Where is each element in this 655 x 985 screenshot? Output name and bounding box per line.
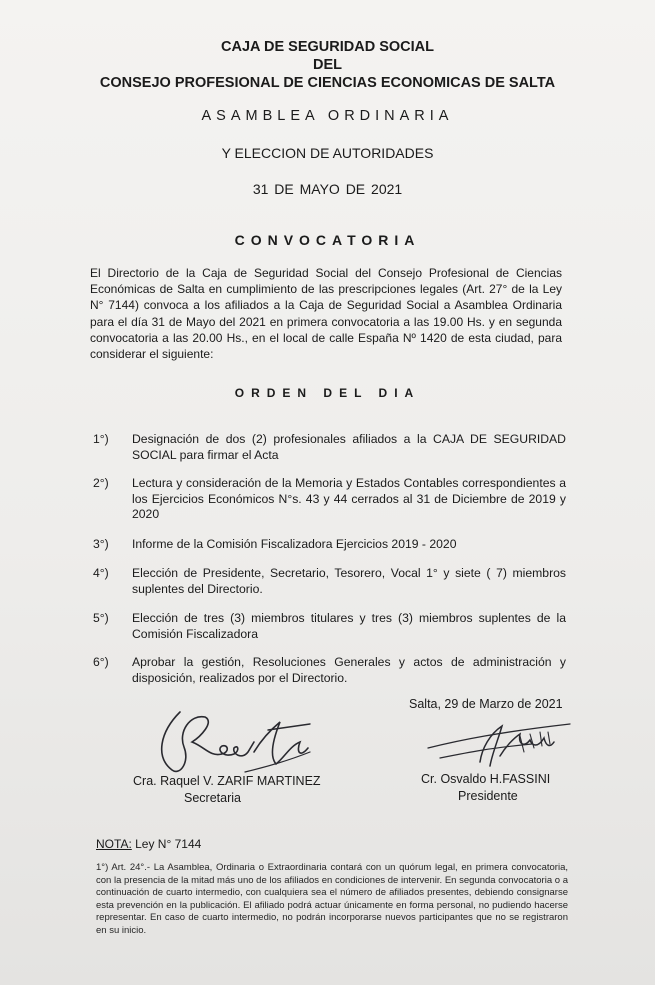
agenda-item-number: 3°) [93, 537, 109, 551]
place-date: Salta, 29 de Marzo de 2021 [409, 697, 563, 711]
secretary-signature [150, 702, 320, 782]
secretary-name: Cra. Raquel V. ZARIF MARTINEZ [133, 774, 321, 788]
agenda-item-text: Elección de Presidente, Secretario, Tesorero, Vocal 1° y siete ( 7) miembros suplentes del Directorio. [132, 566, 566, 596]
assembly-title: ASAMBLEA ORDINARIA [201, 108, 454, 124]
agenda-item-number: 2°) [93, 476, 109, 490]
header-line-3: CONSEJO PROFESIONAL DE CIENCIAS ECONOMICAS DE SALTA [99, 75, 556, 91]
note-article-text: 1°) Art. 24°.- La Asamblea, Ordinaria o Extraordinaria contará con un quórum legal, en primera convocatoria, con la presencia de la mitad más uno de los afiliados en condiciones de intervenir. En segunda convocatoria o a continuación de cuarto intermedio, con cualquiera sea el número de afiliados presentes, debiendo consignarse esta prevención en la publicación. El afiliado podrá actuar únicamente en forma personal, no pudiendo hacerse representar. En caso de cuarto intermedio, no podrán incorporarse nuevos participantes que no se registraron en su inicio. [96, 862, 568, 936]
election-title: Y ELECCION DE AUTORIDADES [221, 145, 434, 161]
nota-label: NOTA: [96, 837, 132, 851]
agenda-item-text: Lectura y consideración de la Memoria y Estados Contables correspondientes a los Ejercicios Económicos N°s. 43 y 44 cerrados al 31 de Diciembre de 2019 y 2020 [132, 476, 566, 521]
agenda-item-number: 1°) [93, 432, 109, 446]
agenda-item-number: 6°) [93, 655, 109, 669]
president-role: Presidente [458, 789, 518, 803]
president-signature [420, 718, 580, 778]
nota-heading [96, 837, 201, 851]
agenda-item-number: 4°) [93, 566, 109, 580]
header-line-2: DEL [313, 57, 342, 73]
agenda-item-text: Aprobar la gestión, Resoluciones Generales y actos de administración y disposición, realizados por el Directorio. [132, 655, 566, 685]
header-line-1: CAJA DE SEGURIDAD SOCIAL [221, 39, 434, 55]
convocatoria-title: CONVOCATORIA [234, 232, 421, 248]
president-name: Cr. Osvaldo H.FASSINI [421, 772, 551, 786]
agenda-item-text: Elección de tres (3) miembros titulares y tres (3) miembros suplentes de la Comisión Fiscalizadora [132, 611, 566, 641]
agenda-title: ORDEN DEL DIA [234, 386, 421, 400]
intro-paragraph: El Directorio de la Caja de Seguridad Social del Consejo Profesional de Ciencias Económicas de Salta en cumplimiento de las prescripciones legales (Art. 27° de la Ley N° 7144) convoca a los afiliados a la Caja de Seguridad Social a Asamblea Ordinaria para el día 31 de Mayo del 2021 en primera convocatoria a las 19.00 Hs. y en segunda convocatoria a las 20.00 Hs., en el local de calle España Nº 1420 de esta ciudad, para considerar el siguiente: [90, 266, 562, 362]
agenda-item-number: 5°) [93, 611, 109, 625]
agenda-item-text: Designación de dos (2) profesionales afiliados a la CAJA DE SEGURIDAD SOCIAL para firmar el Acta [132, 432, 566, 462]
nota-law: Ley N° 7144 [131, 837, 202, 851]
assembly-date: 31 DE MAYO DE 2021 [252, 181, 403, 197]
secretary-role: Secretaria [184, 791, 241, 805]
agenda-item-text: Informe de la Comisión Fiscalizadora Ejercicios 2019 - 2020 [132, 537, 457, 551]
